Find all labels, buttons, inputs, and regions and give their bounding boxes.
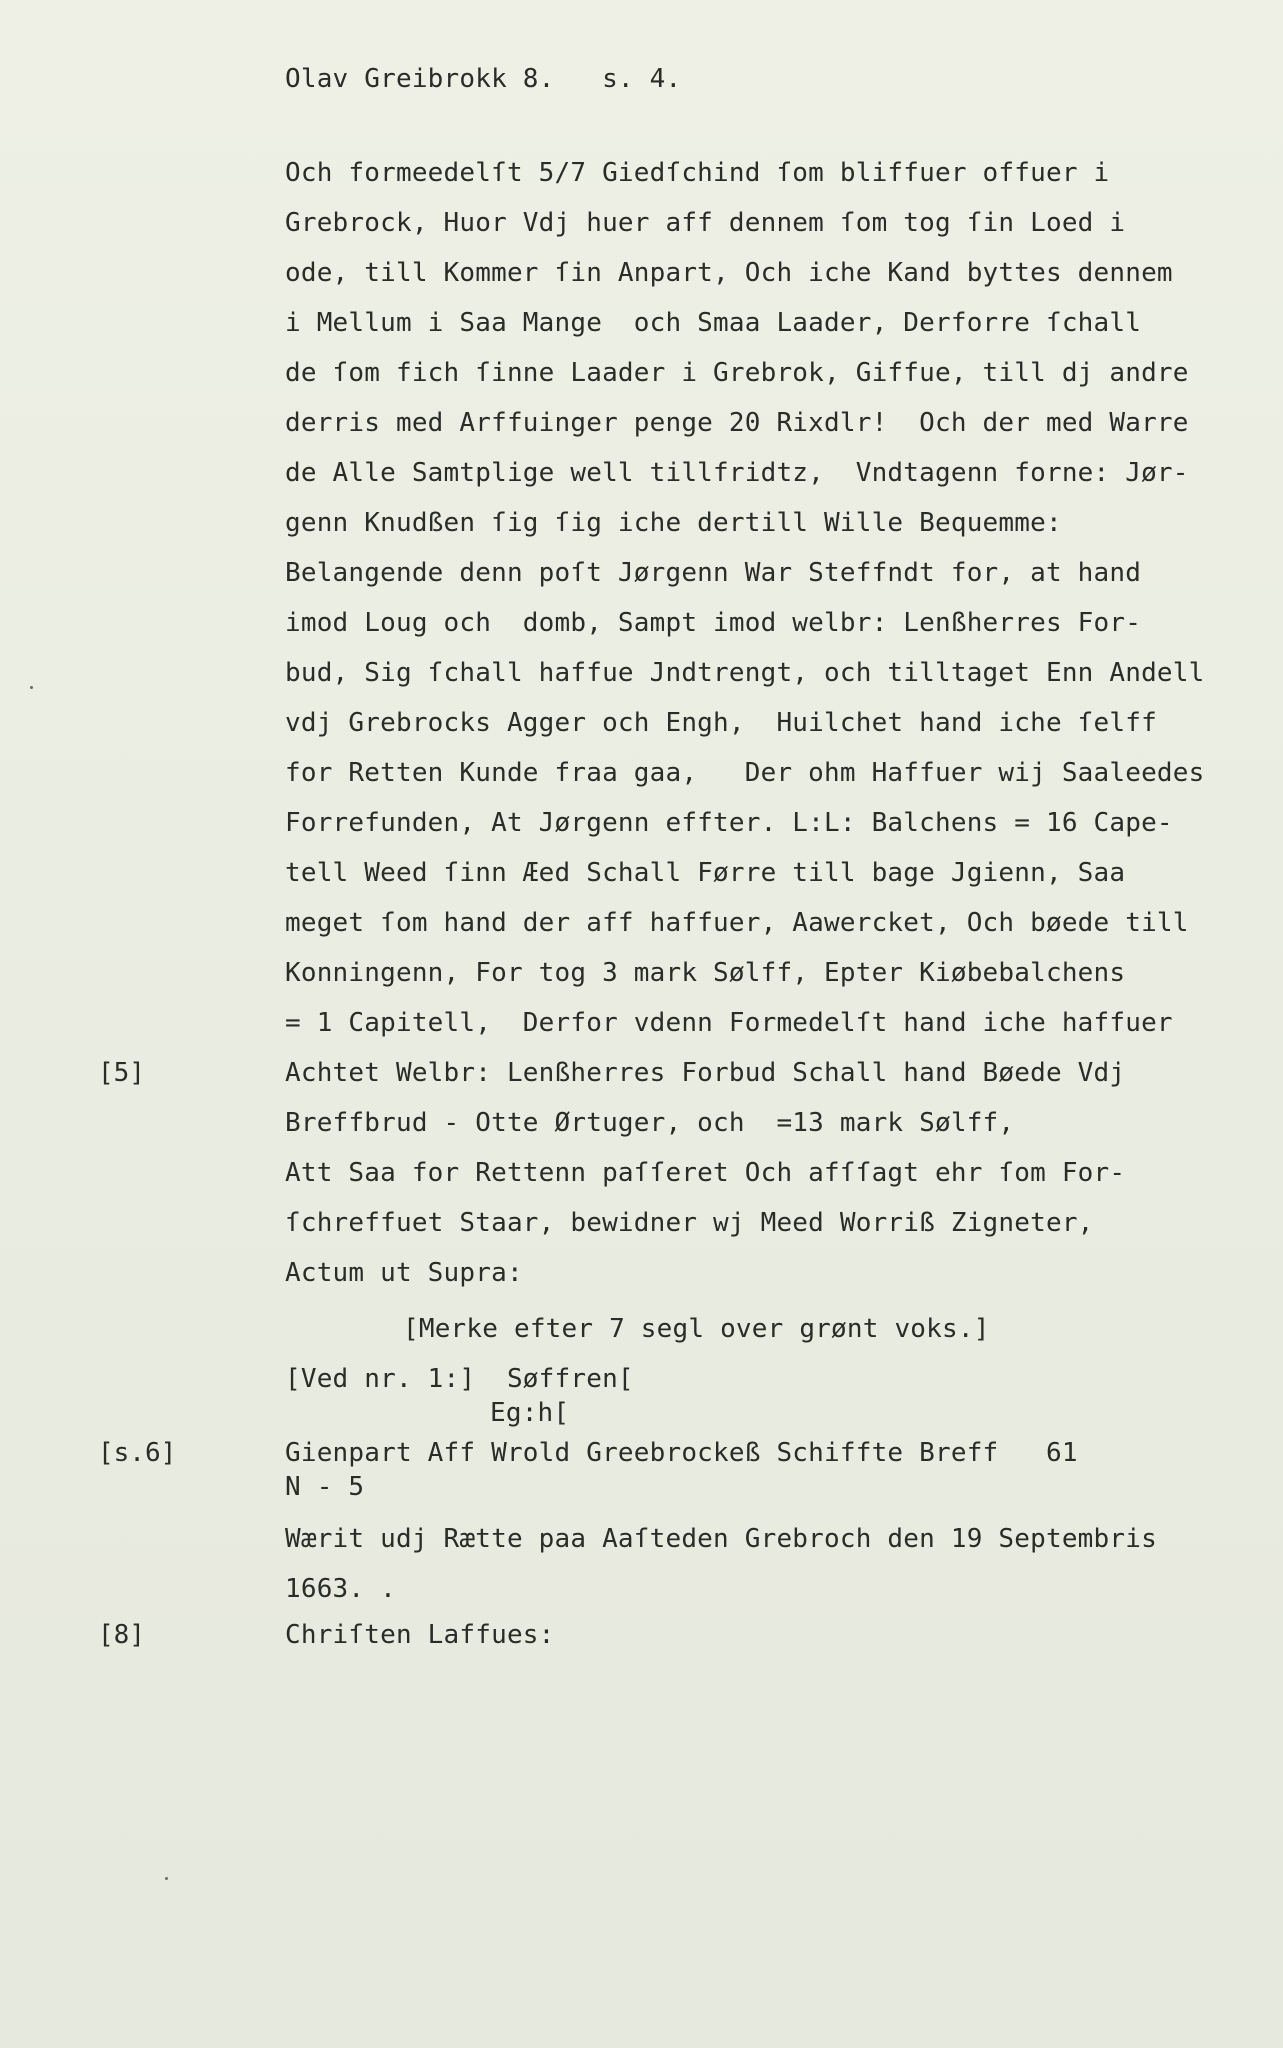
body-line: imod Loug och domb, Sampt imod welbr: Lenßherres For- (285, 608, 1142, 638)
body-line: genn Knudßen ſig ſig iche dertill Wille Bequemme: (285, 508, 1062, 538)
body-line: ode, till Kommer ſin Anpart, Och iche Kand byttes dennem (285, 258, 1173, 288)
body-line: ſchreffuet Staar, bewidner wj Meed Worriß Zigneter, (285, 1208, 1094, 1238)
gienpart-code: N - 5 (285, 1472, 365, 1502)
body-line: Achtet Welbr: Lenßherres Forbud Schall hand Bøede Vdj (285, 1058, 1126, 1088)
body-line: Grebrock, Huor Vdj huer aff dennem ſom tog ſin Loed i (285, 208, 1126, 238)
scan-speck (30, 686, 33, 689)
body-line: Konningenn, For tog 3 mark Sølff, Epter Kiøbebalchens (285, 958, 1126, 988)
seal-note: [Merke efter 7 segl over grønt voks.] (403, 1314, 990, 1344)
body-line: Chriſten Laffues: (285, 1620, 555, 1650)
body-line: bud, Sig ſchall haffue Jndtrengt, och tilltaget Enn Andell (285, 658, 1205, 688)
body-line: for Retten Kunde fraa gaa, Der ohm Haffuer wij Saaleedes (285, 758, 1205, 788)
witness-line: Eg:h[ (490, 1398, 570, 1428)
body-line: vdj Grebrocks Agger och Engh, Huilchet hand iche ſelff (285, 708, 1157, 738)
body-line: Breffbrud - Otte Ørtuger, och =13 mark Sølff, (285, 1108, 1015, 1138)
body-line: = 1 Capitell, Derfor vdenn Formedelſt hand iche haffuer (285, 1008, 1173, 1038)
body-line: 1663. . (285, 1574, 396, 1604)
body-line: meget ſom hand der aff haffuer, Aawercket, Och bøede till (285, 908, 1189, 938)
body-line: Wærit udj Rætte paa Aaſteden Grebroch den 19 Septembris (285, 1524, 1157, 1554)
body-line: Actum ut Supra: (285, 1258, 523, 1288)
body-line: Och formeedelſt 5/7 Giedſchind ſom bliffuer offuer i (285, 158, 1110, 188)
body-line: de ſom fich ſinne Laader i Grebrok, Giffue, till dj andre (285, 358, 1189, 388)
body-line: derris med Arffuinger penge 20 Rixdlr! Och der med Warre (285, 408, 1189, 438)
witness-line: [Ved nr. 1:] Søffren[ (285, 1364, 634, 1394)
gienpart-title: Gienpart Aff Wrold Greebrockeß Schiffte Breff 61 (285, 1438, 1078, 1468)
body-line: Forrefunden, At Jørgenn effter. L:L: Balchens = 16 Cape- (285, 808, 1173, 838)
margin-ref-5: [5] (98, 1058, 145, 1088)
page-header: Olav Greibrokk 8. s. 4. (285, 64, 682, 94)
body-line: Belangende denn poſt Jørgenn War Steffndt for, at hand (285, 558, 1142, 588)
body-line: de Alle Samtplige well tillfridtz, Vndtagenn forne: Jør- (285, 458, 1189, 488)
body-line: Att Saa for Rettenn paſſeret Och afſſagt ehr ſom For- (285, 1158, 1126, 1188)
margin-ref-8: [8] (98, 1620, 145, 1650)
scan-speck (165, 1877, 168, 1880)
body-line: tell Weed ſinn Æed Schall Førre till bage Jgienn, Saa (285, 858, 1126, 888)
margin-ref-s6: [s.6] (98, 1438, 177, 1468)
body-line: i Mellum i Saa Mange och Smaa Laader, Derforre ſchall (285, 308, 1142, 338)
